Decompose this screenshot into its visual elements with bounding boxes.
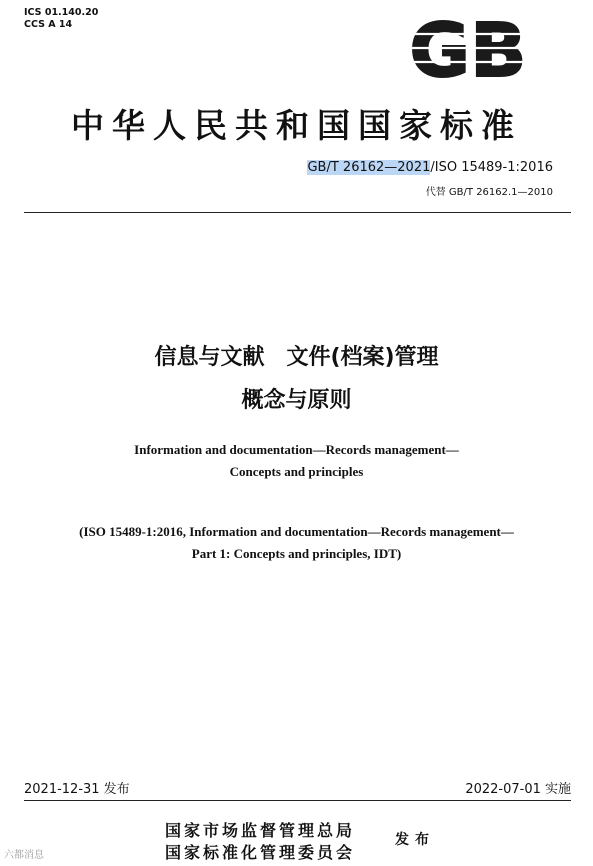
cn-title-line1: 信息与文献 文件(档案)管理 <box>154 345 439 370</box>
watermark: 六都消息 <box>4 850 44 861</box>
replaces-note: 代替 GB/T 26162.1—2010 <box>425 187 553 198</box>
footer-divider <box>24 800 571 801</box>
standard-number-iso: /ISO 15489-1:2016 <box>430 160 553 175</box>
ics-code: ICS 01.140.20 <box>24 7 99 18</box>
iso-ref-line1: (ISO 15489-1:2016, Information and documentation—Records management— <box>79 524 514 539</box>
header-divider <box>24 212 571 213</box>
standard-title: 中华人民共和国国家标准 <box>71 109 522 145</box>
en-title-line2: Concepts and principles <box>229 464 364 479</box>
issuing-org-1: 国家市场监督管理总局 <box>165 823 356 840</box>
svg-text:GB: GB <box>409 12 527 84</box>
issuing-org-2: 国家标准化管理委员会 <box>165 845 356 862</box>
cn-title-line2: 概念与原则 <box>241 388 352 413</box>
en-title-line1: Information and documentation—Records management— <box>134 442 459 457</box>
publish-date: 2021-12-31 发布 <box>24 782 130 797</box>
gb-logo-icon <box>400 12 536 84</box>
issue-label: 发布 <box>395 833 435 848</box>
standard-number <box>307 160 553 175</box>
ccs-code: CCS A 14 <box>24 19 73 30</box>
gb-logo <box>400 12 536 84</box>
standard-number-highlight: GB/T 26162—2021 <box>307 160 431 175</box>
implement-date: 2022-07-01 实施 <box>465 782 571 797</box>
iso-ref-line2: Part 1: Concepts and principles, IDT) <box>191 546 402 561</box>
